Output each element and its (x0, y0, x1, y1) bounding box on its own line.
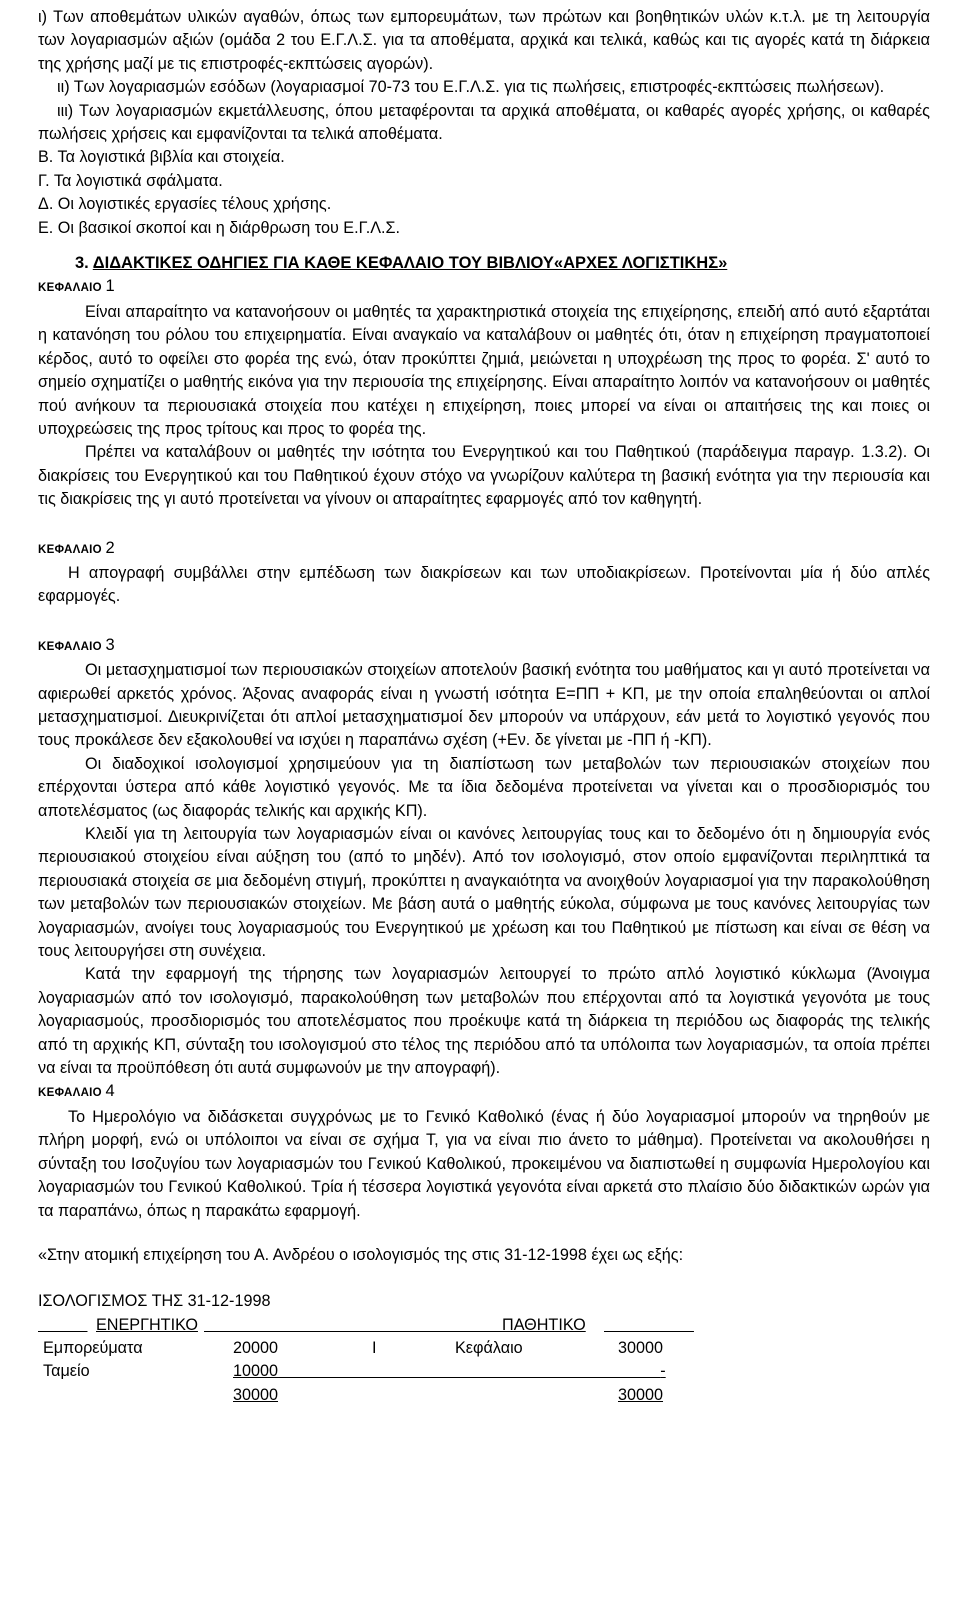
intro-item-g: Γ. Τα λογιστικά σφάλματα. (38, 171, 223, 190)
balance-total-row (38, 1384, 930, 1407)
balance-header-row (38, 1314, 930, 1337)
chapter-number: 3 (105, 635, 115, 654)
balance-header-left-rule (38, 1314, 87, 1337)
chapter-label: ΚΕΦΑΛΑΙΟ (38, 543, 102, 556)
section-number: 3. (75, 254, 89, 273)
chapter-1-paragraph-2: Πρέπει να καταλάβουν οι μαθητές την ισότητα του Ενεργητικού και του Παθητικού (παράδειγμα παραγρ. 1.3.2). Οι διακρίσεις του Ενεργητικού και του Παθητικού έχουν στόχο να γνωρίζουν καλύτερα τη βασική ενότητα για την περιουσία και τις διακρίσεις της γι αυτό προτείνεται να γίνουν οι απαραίτητες εφαρμογές από τον καθηγητή. (38, 443, 930, 509)
asset-name: Εμπορεύματα (43, 1339, 143, 1358)
intro-item-b: Β. Τα λογιστικά βιβλία και στοιχεία. (38, 148, 285, 167)
balance-row (38, 1360, 930, 1383)
chapter-number: 1 (105, 277, 115, 296)
intro-paragraph-3: ιιι) Των λογαριασμών εκμετάλλευσης, όπου μεταφέρονται τα αρχικά αποθέματα, οι καθαρές αγορές χρήσης, οι καθαρές πωλήσεις χρήσεις και εμφανίζονται τα τελικά αποθέματα. (38, 101, 930, 144)
balance-header-right-rule (604, 1314, 694, 1337)
chapter-heading-2 (38, 537, 930, 562)
chapter-label: ΚΕΦΑΛΑΙΟ (38, 282, 102, 295)
intro-item-e: Ε. Οι βασικοί σκοποί και η διάρθρωση του Ε.Γ.Λ.Σ. (38, 218, 401, 237)
assets-header: ΕΝΕΡΓΗΤΙΚΟ (96, 1315, 198, 1334)
liability-value-text: - (660, 1362, 666, 1381)
chapter-label: ΚΕΦΑΛΑΙΟ (38, 1087, 102, 1100)
asset-value-text: 10000 (233, 1362, 279, 1381)
chapter-3-paragraph-4: Κατά την εφαρμογή της τήρησης των λογαριασμών λειτουργεί το πρώτο απλό λογιστικό κύκλωμα (Άνοιγμα λογαριασμών από τον ισολογισμό, παρακολούθηση των μεταβολών που επέρχονται από τα λογιστικά γεγονότα με τους λογαριασμούς, προσδιορισμός του αποτελέσματος που προέκυψε κατά τη διάρκεια τη περιόδου ως διαφοράς της τελικής από τη αρχικής ΚΠ, σύνταξη του ισολογισμού στο τέλος της περιόδου από τα υπόλοιπα των λογαριασμών, τα οποία πρέπει να είναι τα προϋπόθεση ότι αυτά συμφωνούν με την απογραφή). (38, 965, 930, 1078)
total-assets: 30000 (233, 1385, 279, 1404)
balance-header-mid-rule (204, 1314, 528, 1337)
document-page (38, 6, 930, 1407)
chapter-1-paragraph-1: Είναι απαραίτητο να κατανοήσουν οι μαθητές τα χαρακτηριστικά στοιχεία της επιχείρησης, επειδή από αυτό εξαρτάται η κατανόηση του ρόλου του επιχειρηματία. Είναι αναγκαίο να καταλάβουν οι μαθητές ότι, όταν η επιχείρηση πραγματοποιεί κέρδος, αυτό το οφείλει στο φορέα της ενώ, όταν προκύπτει ζημιά, μειώνεται η υποχρέωση της προς το φορέα. Σ' αυτό το σημείο σχηματίζει ο μαθητής εικόνα για την περιουσία της επιχείρησης. Είναι απαραίτητο λοιπόν να κατανοήσουν οι μαθητές πού ανήκουν τα περιουσιακά στοιχεία που κατέχει η επιχείρηση, ποιες μπορεί να είναι οι απαιτήσεις της και ποιες οι υποχρεώσεις της προς τρίτους και προς το φορέα της. (38, 302, 930, 438)
chapter-2-paragraph-1: Η απογραφή συμβάλλει στην εμπέδωση των διακρίσεων και των υποδιακρίσεων. Προτείνονται μία ή δύο απλές εφαρμογές. (38, 563, 930, 606)
chapter-heading-1 (38, 275, 930, 300)
chapter-number: 2 (105, 538, 115, 557)
chapter-3-paragraph-1: Οι μετασχηματισμοί των περιουσιακών στοιχείων αποτελούν βασική ενότητα του μαθήματος και γι αυτό προτείνεται να αφιερωθεί αρκετός χρόνος. Άξονας αναφοράς είναι η γνωστή ισότητα Ε=ΠΠ + ΚΠ, με την οποία επαληθεύονται οι απλοί μετασχηματισμοί. Διευκρινίζεται ότι απλοί μετασχηματισμοί δεν μπορούν να υπάρχουν, εάν μετά το λογιστικό γεγονός που τους προκάλεσε δεν εξακολουθεί να ισχύει η παραπάνω σχέση (+Εν. δε γίνεται με -ΠΠ ή -ΚΠ). (38, 661, 930, 750)
intro-paragraph-1: ι) Των αποθεμάτων υλικών αγαθών, όπως των εμπορευμάτων, των πρώτων και βοηθητικών υλών κ.τ.λ. με τη λειτουργία των λογαριασμών αξιών (ομάδα 2 του Ε.Γ.Λ.Σ. για τα αποθέματα, αρχικά και τελικά, καθώς και τις αγορές κατά τη διάρκεια της χρήσης μαζί με τις επιστροφές-εκπτώσεις αγορών). (38, 8, 930, 73)
balance-sheet (38, 1290, 930, 1407)
chapter-heading-3 (38, 634, 930, 659)
chapter-3-paragraph-2: Οι διαδοχικοί ισολογισμοί χρησιμεύουν για τη διαπίστωση των μεταβολών των περιουσιακών στοιχείων που επέρχονται ύστερα από κάθε λογιστικό γεγονός. Με τα ίδια δεδομένα προτείνεται να γίνεται και ο προσδιορισμός του αποτελέσματος (ως διαφοράς τελικής και αρχικής ΚΠ). (38, 754, 930, 820)
liabilities-header: ΠΑΘΗΤΙΚΟ (502, 1315, 586, 1334)
column-separator: Ι (372, 1339, 377, 1358)
balance-title-row (38, 1290, 930, 1313)
chapter-number: 4 (105, 1082, 115, 1101)
asset-value (233, 1360, 666, 1383)
example-intro: «Στην ατομική επιχείρηση του Α. Ανδρέου ο ισολογισμός της στις 31-12-1998 έχει ως εξής: (38, 1245, 684, 1264)
liability-value: 30000 (618, 1339, 664, 1358)
section-title: ΔΙΔΑΚΤΙΚΕΣ ΟΔΗΓΙΕΣ ΓΙΑ ΚΑΘΕ ΚΕΦΑΛΑΙΟ ΤΟΥ ΒΙΒΛΙΟΥ«ΑΡΧΕΣ ΛΟΓΙΣΤΙΚΗΣ» (92, 254, 728, 273)
liability-name: Κεφάλαιο (455, 1339, 523, 1358)
section-heading (38, 252, 930, 275)
intro-paragraph-2: ιι) Των λογαριασμών εσόδων (λογαριασμοί 70-73 του Ε.Γ.Λ.Σ. για τις πωλήσεις, επιστροφές-εκπτώσεις πωλήσεων). (57, 78, 885, 97)
balance-title: ΙΣΟΛΟΓΙΣΜΟΣ ΤΗΣ 31-12-1998 (38, 1292, 271, 1311)
asset-name: Ταμείο (43, 1362, 90, 1381)
chapter-heading-4 (38, 1080, 930, 1105)
intro-item-d: Δ. Οι λογιστικές εργασίες τέλους χρήσης. (38, 195, 332, 214)
total-liabilities: 30000 (618, 1385, 664, 1404)
chapter-3-paragraph-3: Κλειδί για τη λειτουργία των λογαριασμών είναι οι κανόνες λειτουργίας τους και το δεδομένο ότι η δημιουργία ενός περιουσιακού στοιχείου είναι αύξηση του (από το μηδέν). Από τον ισολογισμό, στον οποίο εμφανίζονται περιληπτικά τα περιουσιακά στοιχεία σε μια δεδομένη στιγμή, προκύπτει η αναγκαιότητα να ανοιχθούν λογαριασμοί για την παρακολούθηση των μεταβολών των περιουσιακών στοιχείων. Με βάση αυτά ο μαθητής εύκολα, σύμφωνα με τους κανόνες λειτουργίας των λογαριασμών, ανοίγει τους λογαριασμούς του Ενεργητικού με χρέωση και του Παθητικού με πίστωση και είναι σε θέση να τους λειτουργήσει στη συνέχεια. (38, 825, 930, 961)
balance-row (38, 1337, 930, 1360)
chapter-label: ΚΕΦΑΛΑΙΟ (38, 640, 102, 653)
asset-value: 20000 (233, 1339, 279, 1358)
chapter-4-paragraph-1: Το Ημερολόγιο να διδάσκεται συγχρόνως με το Γενικό Καθολικό (ένας ή δύο λογαριασμοί μπορούν να τηρηθούν με πλήρη μορφή, ενώ οι υπόλοιποι να είναι σε σχήμα Τ, για να είναι πιο άνετο το μάθημα). Προτείνεται να ακολουθήσει η σύνταξη του Ισοζυγίου των λογαριασμών του Γενικού Καθολικού, προκειμένου να διαπιστωθεί η συμφωνία Ημερολογίου και λογαριασμών του Γενικού Καθολικού. Τρία ή τέσσερα λογιστικά γεγονότα είναι αρκετά στο πλαίσιο δύο διδακτικών ωρών για τα παραπάνω, όπως η παρακάτω εφαρμογή. (38, 1107, 930, 1220)
